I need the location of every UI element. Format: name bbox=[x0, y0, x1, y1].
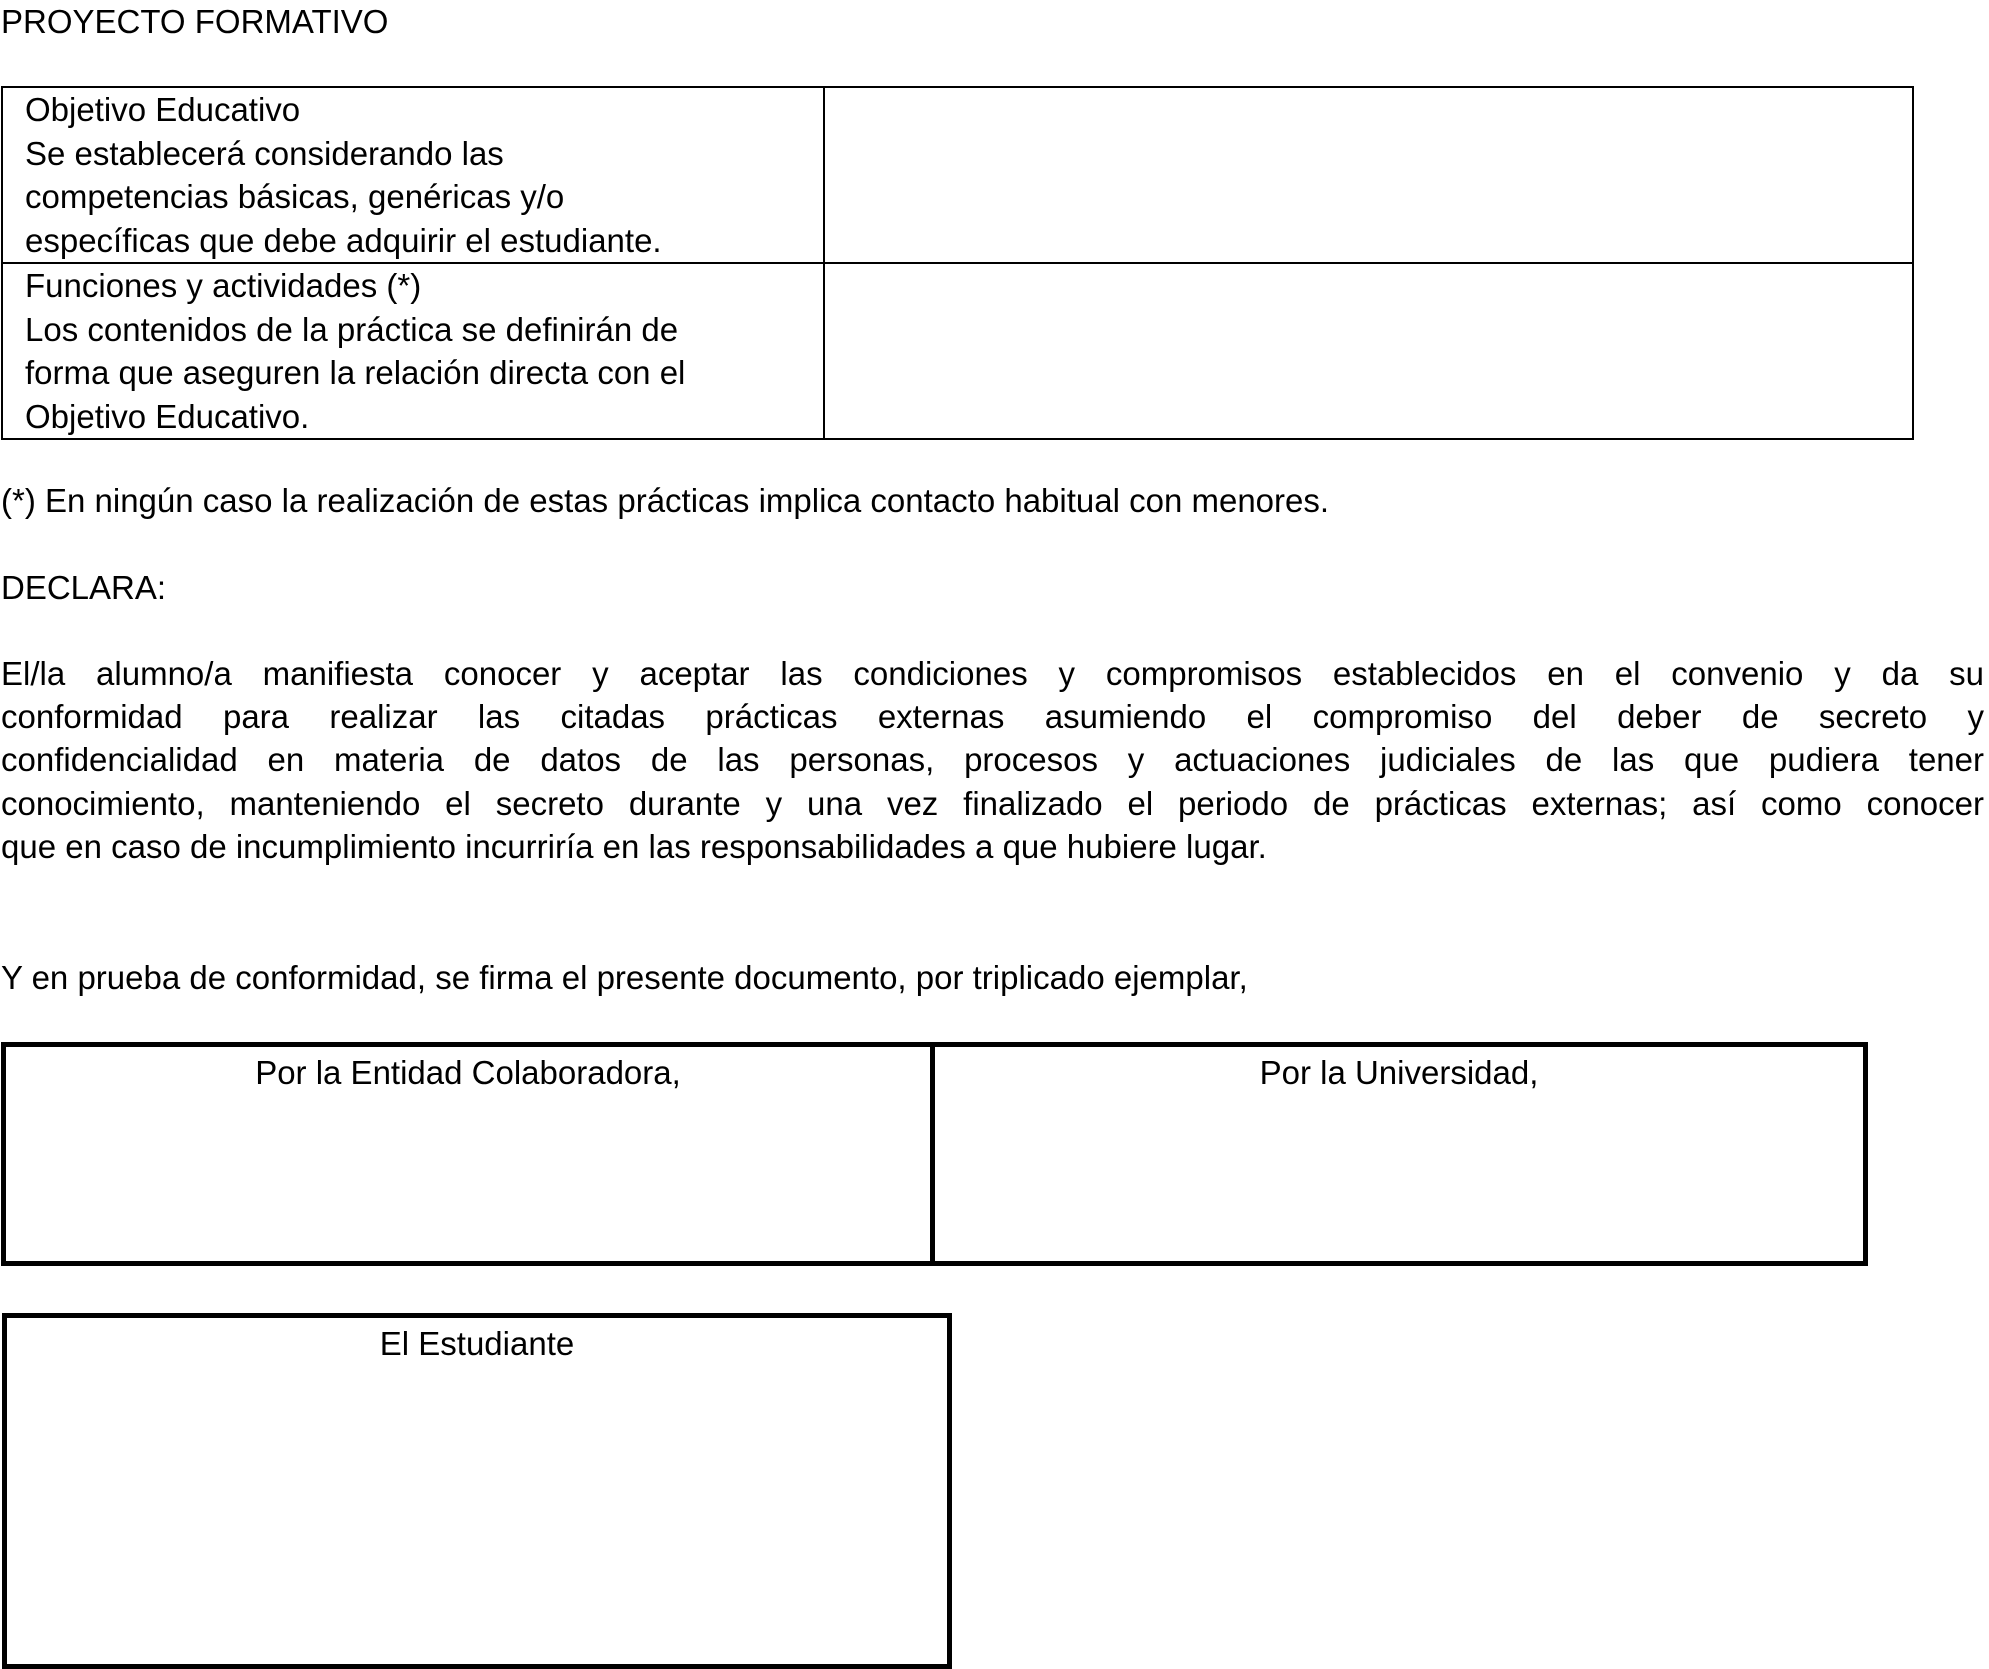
signature-label-entidad: Por la Entidad Colaboradora, bbox=[255, 1054, 681, 1091]
signature-label-estudiante: El Estudiante bbox=[379, 1325, 575, 1362]
signature-box-estudiante[interactable] bbox=[2, 1313, 952, 1669]
funciones-heading: Funciones y actividades (*) bbox=[25, 267, 422, 304]
objetivo-desc-line: específicas que debe adquirir el estudiante. bbox=[25, 221, 662, 259]
declara-line: confidencialidad en materia de datos de las personas, procesos y actuaciones judiciales de las que pudiera tener bbox=[1, 741, 1984, 779]
document-title: PROYECTO FORMATIVO bbox=[1, 3, 389, 40]
signature-label-universidad: Por la Universidad, bbox=[1259, 1054, 1539, 1091]
table-row-objetivo bbox=[2, 87, 1913, 263]
declara-line: conformidad para realizar las citadas prácticas externas asumiendo el compromiso del deber de secreto y bbox=[1, 698, 1984, 736]
funciones-desc-line: Objetivo Educativo. bbox=[25, 397, 310, 435]
objetivo-label-cell bbox=[2, 87, 824, 263]
conformidad-text: Y en prueba de conformidad, se firma el presente documento, por triplicado ejemplar, bbox=[1, 959, 1248, 996]
objetivo-heading: Objetivo Educativo bbox=[25, 91, 301, 128]
funciones-value-cell[interactable] bbox=[824, 263, 1913, 439]
declara-line: conocimiento, manteniendo el secreto durante y una vez finalizado el periodo de prácticas externas; así como conocer bbox=[1, 784, 1984, 822]
funciones-desc-line: forma que aseguren la relación directa con el bbox=[25, 354, 686, 391]
declara-heading: DECLARA: bbox=[1, 569, 167, 606]
table-row-funciones bbox=[2, 263, 1913, 439]
declara-paragraph bbox=[1, 652, 1984, 868]
objetivo-value-cell[interactable] bbox=[824, 87, 1913, 263]
footnote: (*) En ningún caso la realización de estas prácticas implica contacto habitual con menores. bbox=[1, 482, 1330, 519]
funciones-desc-line: Los contenidos de la práctica se definirán de bbox=[25, 310, 679, 348]
declara-line: El/la alumno/a manifiesta conocer y aceptar las condiciones y compromisos establecidos en el convenio y da su bbox=[1, 655, 1984, 692]
objetivo-desc-line: Se establecerá considerando las bbox=[25, 134, 504, 172]
signature-box-universidad[interactable] bbox=[930, 1042, 1868, 1266]
funciones-label-cell bbox=[2, 263, 824, 439]
proyecto-formativo-table bbox=[1, 86, 1914, 440]
objetivo-desc-line: competencias básicas, genéricas y/o bbox=[25, 178, 565, 215]
declara-line: que en caso de incumplimiento incurriría en las responsabilidades a que hubiere lugar. bbox=[1, 827, 1267, 865]
signature-box-entidad[interactable] bbox=[1, 1042, 935, 1266]
